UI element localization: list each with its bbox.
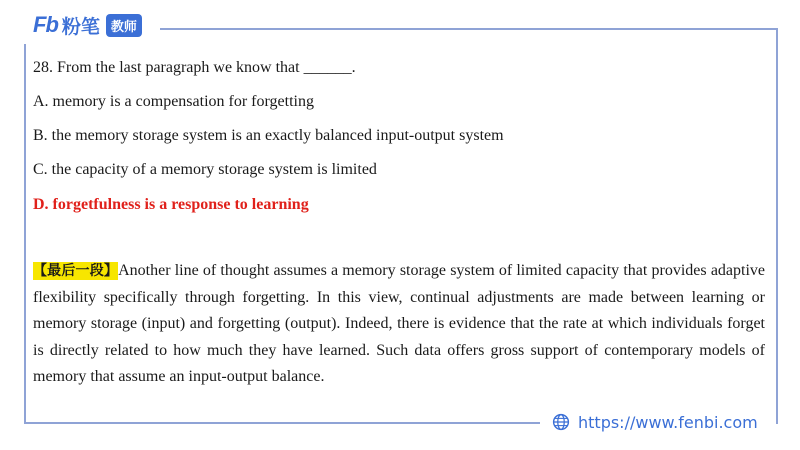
paragraph-tag: 【最后一段】 bbox=[33, 263, 119, 279]
frame-top-line bbox=[160, 28, 778, 30]
paragraph-text: Another line of thought assumes a memory storage system of limited capacity that provides adaptive flexibility specifically through forgetting. In this view, continual adjustments are made between learning or memory storage (input) and forgetting (output). Indeed, there is evidence that the rate at which individuals forget is directly related to how much they have learned. Such data offers gross support of contemporary models of memory that assume an input-output balance. bbox=[33, 262, 766, 385]
logo-mark: Fb bbox=[33, 12, 58, 37]
option-c: C. the capacity of a memory storage system is limited bbox=[33, 161, 377, 178]
frame-bottom-line bbox=[24, 422, 540, 424]
frame-left-line bbox=[24, 44, 26, 424]
question-stem: 28. From the last paragraph we know that ______. bbox=[33, 59, 356, 76]
option-b: B. the memory storage system is an exactly balanced input-output system bbox=[33, 127, 504, 144]
logo-name: 粉笔 bbox=[61, 15, 100, 38]
passage-paragraph bbox=[33, 258, 765, 391]
globe-icon bbox=[552, 413, 570, 431]
brand-logo bbox=[33, 12, 142, 38]
logo-badge: 教师 bbox=[106, 14, 142, 37]
option-a: A. memory is a compensation for forgetting bbox=[33, 93, 314, 110]
footer-url[interactable] bbox=[552, 408, 758, 436]
option-d-correct: D. forgetfulness is a response to learning bbox=[33, 196, 309, 213]
footer-url-text[interactable]: https://www.fenbi.com bbox=[578, 412, 758, 432]
frame-right-line bbox=[776, 28, 778, 424]
